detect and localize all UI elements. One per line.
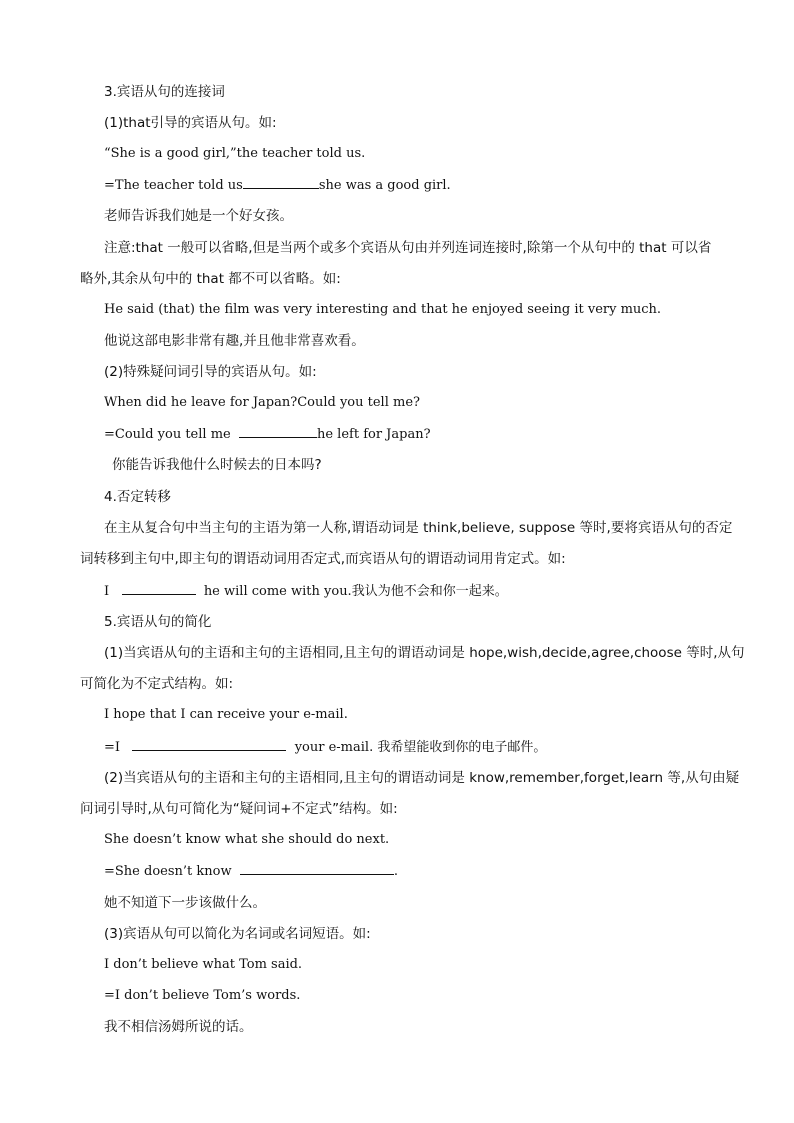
sentence-part: =Could you tell me — [104, 427, 231, 442]
sentence-part: she was a good girl. — [318, 178, 451, 193]
fill-in-sentence — [0, 425, 794, 444]
paragraph-line: 问词引导时,从句可简化为“疑问词+不定式”结构。如: — [80, 801, 398, 817]
note-paragraph-line: 略外,其余从句中的 that 都不可以省略。如: — [80, 271, 341, 287]
sentence-part: your e-mail. 我希望能收到你的电子邮件。 — [294, 740, 547, 755]
section-wh-clause: (2)特殊疑问词引导的宾语从句。如: — [104, 364, 317, 380]
paragraph-line: (1)当宾语从句的主语和主句的主语相同,且主句的谓语动词是 hope,wish,decide,agree,choose 等时,从句 — [104, 645, 745, 661]
example-translation: 我不相信汤姆所说的话。 — [104, 1019, 253, 1035]
heading-clause-simplification: 5.宾语从句的简化 — [104, 614, 212, 630]
example-translation: 你能告诉我他什么时候去的日本吗? — [112, 457, 322, 473]
example-sentence: “She is a good girl,”the teacher told us. — [104, 146, 366, 161]
paragraph-line: (2)当宾语从句的主语和主句的主语相同,且主句的谓语动词是 know,remember,forget,learn 等,从句由疑 — [104, 770, 740, 786]
paragraph-line: 在主从复合句中当主句的主语为第一人称,谓语动词是 think,believe, suppose 等时,要将宾语从句的否定 — [104, 520, 733, 536]
sentence-part: . — [393, 864, 398, 879]
example-translation: 他说这部电影非常有趣,并且他非常喜欢看。 — [104, 333, 365, 349]
sentence-part: I — [104, 584, 110, 599]
sentence-part: =She doesn’t know — [104, 864, 232, 879]
sentence-part: =The teacher told us — [104, 178, 243, 193]
paragraph-line: 可简化为不定式结构。如: — [80, 676, 234, 692]
example-sentence: I hope that I can receive your e-mail. — [104, 707, 348, 722]
note-paragraph-line: 注意:that 一般可以省略,但是当两个或多个宾语从句由并列连词连接时,除第一个从句中的 that 可以省 — [104, 240, 712, 256]
fill-in-sentence — [0, 176, 794, 195]
answer-blank[interactable] — [239, 425, 317, 438]
paragraph-line: (3)宾语从句可以简化为名词或名词短语。如: — [104, 926, 371, 942]
fill-in-sentence — [0, 862, 794, 881]
sentence-part: he will come with you.我认为他不会和你一起来。 — [203, 584, 508, 599]
example-translation: 老师告诉我们她是一个好女孩。 — [104, 208, 293, 224]
example-sentence: I don’t believe what Tom said. — [104, 957, 303, 972]
fill-in-sentence — [0, 738, 794, 757]
fill-in-sentence — [0, 582, 794, 601]
section-that-clause: (1)that引导的宾语从句。如: — [104, 115, 277, 131]
heading-object-clause-connectives: 3.宾语从句的连接词 — [104, 84, 225, 100]
answer-blank[interactable] — [122, 582, 196, 595]
answer-blank[interactable] — [240, 862, 394, 875]
example-sentence: When did he leave for Japan?Could you tell me? — [104, 395, 420, 410]
heading-negation-transfer: 4.否定转移 — [104, 489, 171, 505]
example-sentence: =I don’t believe Tom’s words. — [104, 988, 301, 1003]
sentence-part: =I — [104, 740, 121, 755]
example-sentence: She doesn’t know what she should do next. — [104, 832, 390, 847]
paragraph-line: 词转移到主句中,即主句的谓语动词用否定式,而宾语从句的谓语动词用肯定式。如: — [80, 551, 566, 567]
sentence-part: he left for Japan? — [316, 427, 431, 442]
answer-blank[interactable] — [132, 738, 286, 751]
example-sentence: He said (that) the film was very interesting and that he enjoyed seeing it very much. — [104, 302, 662, 317]
answer-blank[interactable] — [243, 176, 319, 189]
example-translation: 她不知道下一步该做什么。 — [104, 895, 266, 911]
